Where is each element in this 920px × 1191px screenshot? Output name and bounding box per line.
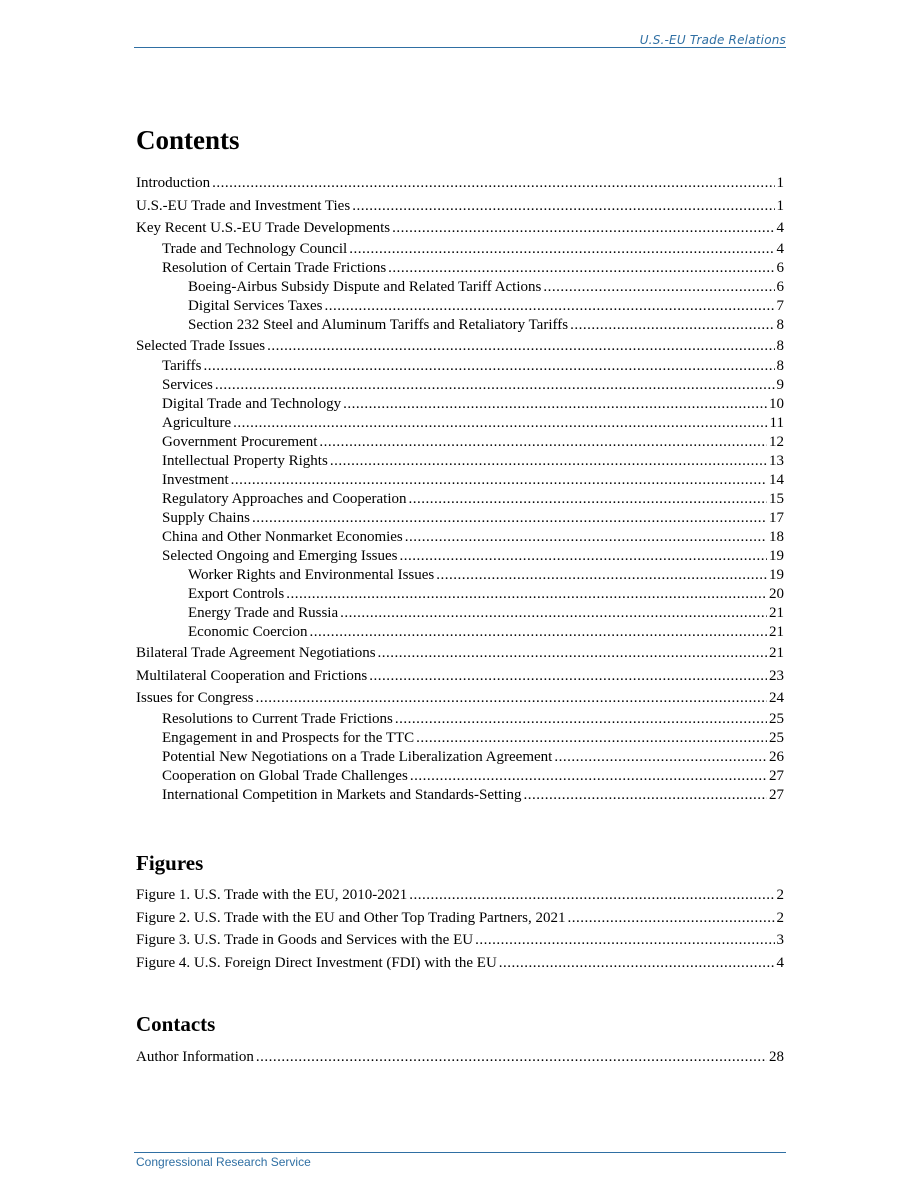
toc-entry[interactable] [136,767,784,786]
toc-entry-title: Section 232 Steel and Aluminum Tariffs and Retaliatory Tariffs [188,316,569,333]
toc-entry[interactable] [136,335,784,358]
toc-entry-page: 6 [776,259,784,276]
toc-entry-title: Selected Trade Issues [136,337,266,354]
toc-entry-page: 20 [769,586,784,602]
toc-entry-page: 25 [769,710,784,727]
toc-entry-page: 4 [776,220,784,236]
toc-entry-page: 18 [769,529,784,545]
toc-entry-page: 7 [776,297,784,314]
toc-entry-page: 27 [769,767,784,784]
toc-entry-page: 12 [769,434,784,450]
toc-entry-page: 24 [769,690,784,706]
toc-entry-page: 21 [769,605,784,621]
toc-entry-page: 8 [776,316,784,333]
toc-entry-title: Cooperation on Global Trade Challenges [162,767,408,784]
toc-entry-title: U.S.-EU Trade and Investment Ties [136,197,351,214]
contact-entry-title: Author Information [136,1049,254,1065]
toc-entry-title: China and Other Nonmarket Economies [162,529,403,545]
toc-entry-title: Intellectual Property Rights [162,453,328,469]
toc-entry[interactable] [136,566,784,585]
contents-heading: Contents [136,125,240,155]
figure-entry[interactable] [136,884,784,907]
contacts-section [136,1012,784,1037]
toc-entry-page: 23 [769,667,784,684]
figure-entry-title: Figure 3. U.S. Trade in Goods and Services with the EU [136,932,474,948]
figures-list [136,884,784,974]
toc-entry-title: Introduction [136,175,211,191]
contacts-list [136,1046,784,1069]
toc-entry-title: Issues for Congress [136,690,254,706]
toc-entry-title: Multilateral Cooperation and Frictions [136,667,368,684]
toc-entry-title: Resolution of Certain Trade Frictions [162,259,387,276]
toc-entry[interactable] [136,395,784,414]
toc-entry[interactable] [136,433,784,452]
toc-entry-title: Economic Coercion [188,624,308,640]
toc-entry[interactable] [136,490,784,509]
toc-entry[interactable] [136,528,784,547]
toc-entry[interactable] [136,471,784,490]
toc-entry[interactable] [136,786,784,805]
toc-entry[interactable] [136,710,784,729]
toc-entry-title: Boeing-Airbus Subsidy Dispute and Related Tariff Actions [188,278,542,295]
figure-entry[interactable] [136,907,784,930]
toc-entry[interactable] [136,195,784,218]
toc-entry-title: Worker Rights and Environmental Issues [188,567,435,583]
toc-entry[interactable] [136,414,784,433]
toc-entry-title: Selected Ongoing and Emerging Issues [162,548,398,564]
toc-entry-page: 15 [769,491,784,507]
toc-entry-page: 11 [769,415,784,431]
toc-entry-page: 19 [769,567,784,583]
toc-entry-title: Agriculture [162,415,232,431]
toc-entry-title: Trade and Technology Council [162,240,348,257]
toc-entry-page: 4 [776,240,784,257]
contact-entry[interactable] [136,1046,784,1069]
toc-entry-page: 17 [769,510,784,526]
toc-entry-page: 10 [769,396,784,412]
toc-entry[interactable] [136,547,784,566]
toc-entry-title: Potential New Negotiations on a Trade Liberalization Agreement [162,748,553,765]
toc-entry-page: 9 [776,377,784,393]
toc-entry[interactable] [136,217,784,240]
toc-entry-page: 8 [776,337,784,354]
toc-entry-page: 25 [769,729,784,746]
figure-entry[interactable] [136,929,784,952]
toc-entry-title: Investment [162,472,229,488]
contact-entry-page: 28 [769,1049,784,1065]
toc-entry-title: Key Recent U.S.-EU Trade Developments [136,220,391,236]
toc-entry[interactable] [136,642,784,665]
toc-entry-page: 19 [769,548,784,564]
toc-entry-page: 21 [769,645,784,661]
toc-entry[interactable] [136,172,784,195]
toc-entry-page: 1 [776,175,784,191]
figure-entry-page: 4 [776,954,784,971]
toc-entry-title: Resolutions to Current Trade Frictions [162,710,393,727]
toc-entry[interactable] [136,376,784,395]
toc-entry[interactable] [136,509,784,528]
figures-heading: Figures [136,851,204,875]
toc-entry-title: Digital Services Taxes [188,297,323,314]
toc-entry-page: 6 [776,278,784,295]
toc-entry-title: Energy Trade and Russia [188,605,339,621]
toc-entry[interactable] [136,240,784,259]
toc-entry-page: 14 [769,472,784,488]
figure-entry-title: Figure 4. U.S. Foreign Direct Investment (FDI) with the EU [136,954,497,971]
contents-list [136,172,784,805]
figure-entry-page: 3 [776,932,784,948]
toc-entry[interactable] [136,585,784,604]
toc-entry[interactable] [136,665,784,688]
toc-entry-page: 13 [769,453,784,469]
toc-entry-title: Engagement in and Prospects for the TTC [162,729,415,746]
toc-entry-title: Services [162,377,213,393]
footer-rule [134,1152,786,1153]
toc-entry-page: 27 [769,786,784,803]
toc-entry-page: 26 [769,748,784,765]
contacts-heading: Contacts [136,1012,216,1036]
header-rule [134,47,786,48]
figure-entry-title: Figure 2. U.S. Trade with the EU and Other Top Trading Partners, 2021 [136,909,566,926]
figure-entry-page: 2 [776,909,784,926]
toc-entry-page: 21 [769,624,784,640]
toc-entry[interactable] [136,604,784,623]
toc-entry[interactable] [136,729,784,748]
toc-entry-page: 8 [776,358,784,374]
toc-entry[interactable] [136,452,784,471]
figures-section [136,851,784,876]
running-header: U.S.-EU Trade Relations [639,33,786,47]
toc-entry[interactable] [136,316,784,335]
toc-entry-title: Digital Trade and Technology [162,396,342,412]
toc-entry-title: Bilateral Trade Agreement Negotiations [136,645,376,661]
toc-entry-title: Export Controls [188,586,285,602]
toc-entry-page: 1 [776,197,784,214]
toc-entry-title: International Competition in Markets and Standards-Setting [162,786,522,803]
toc-entry[interactable] [136,278,784,297]
running-footer: Congressional Research Service [136,1155,311,1169]
figure-entry-title: Figure 1. U.S. Trade with the EU, 2010-2021 [136,887,408,903]
contents-section [136,125,784,156]
toc-entry-title: Tariffs [162,358,202,374]
toc-entry[interactable] [136,297,784,316]
toc-entry[interactable] [136,623,784,642]
toc-entry-title: Supply Chains [162,510,250,526]
toc-entry[interactable] [136,357,784,376]
toc-entry[interactable] [136,687,784,710]
figure-entry[interactable] [136,952,784,975]
toc-entry[interactable] [136,259,784,278]
toc-entry[interactable] [136,748,784,767]
figure-entry-page: 2 [776,887,784,903]
toc-entry-title: Government Procurement [162,434,318,450]
toc-entry-title: Regulatory Approaches and Cooperation [162,491,407,507]
